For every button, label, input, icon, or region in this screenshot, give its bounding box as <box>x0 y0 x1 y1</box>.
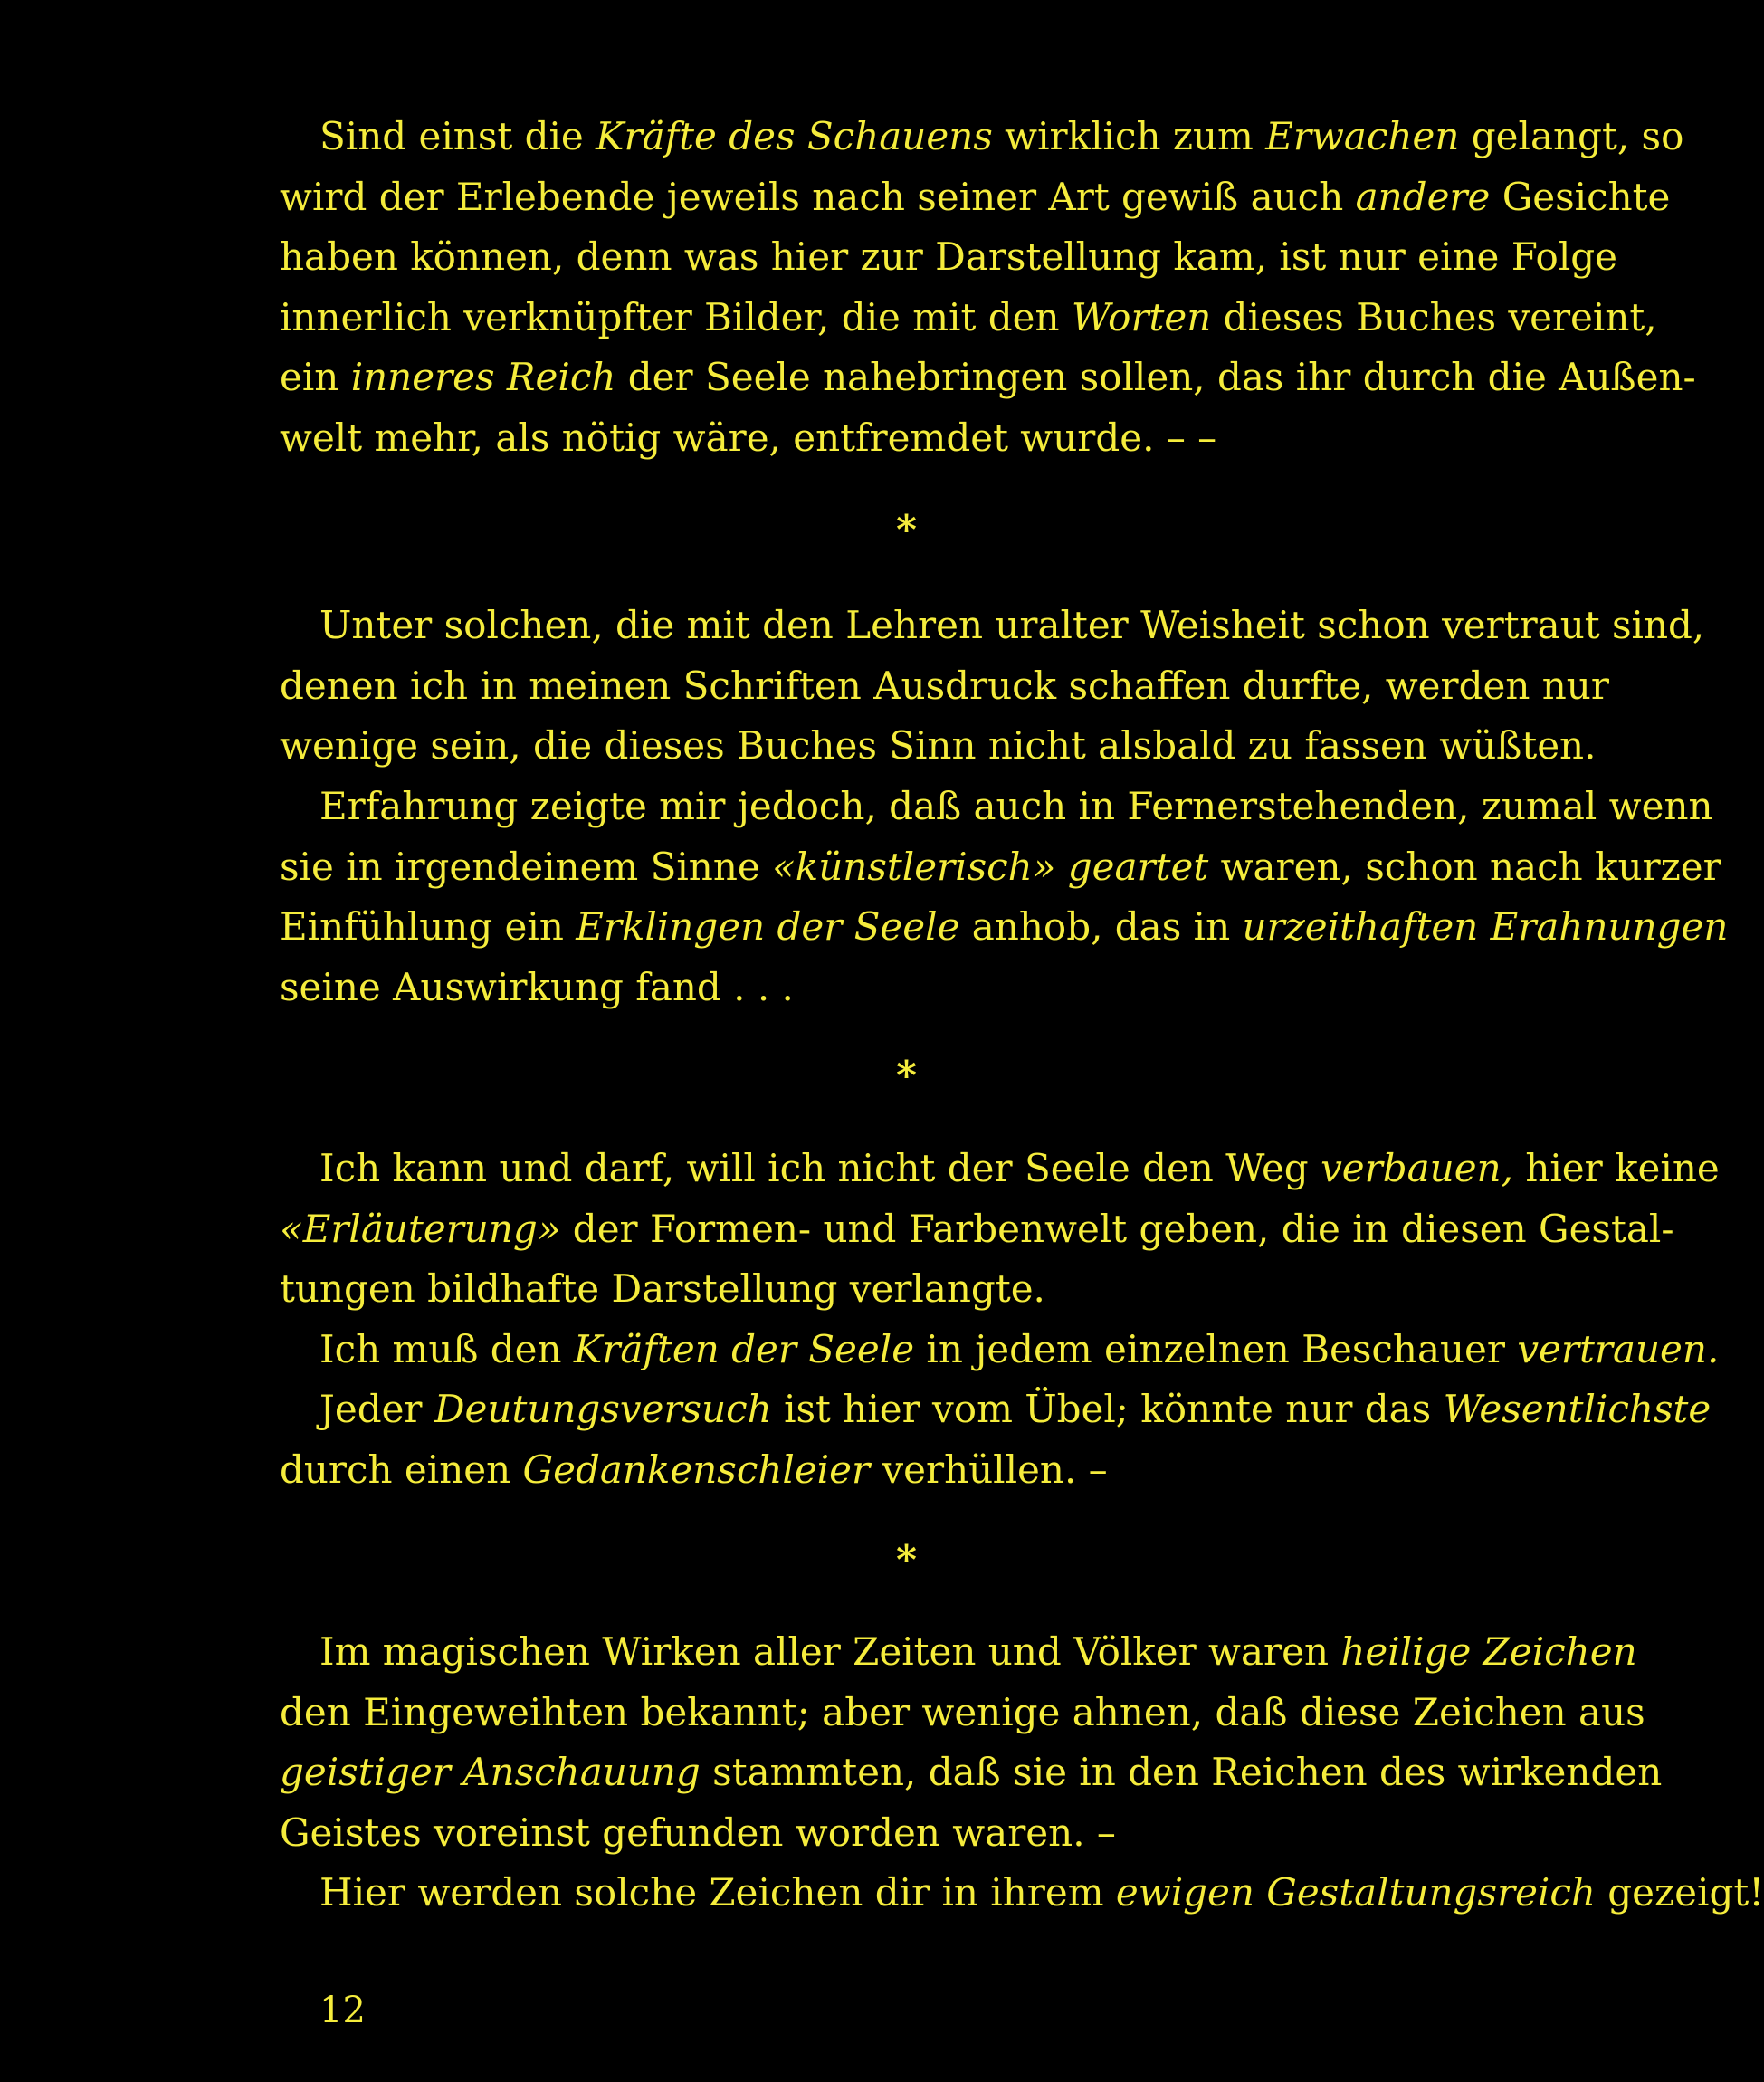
text-line <box>280 1743 1663 1803</box>
emphasized-text: vertrauen. <box>1517 1327 1720 1371</box>
text-run: waren, schon nach kurzer <box>1208 844 1721 889</box>
emphasized-text: Gedankenschleier <box>522 1447 871 1492</box>
text-line <box>280 1683 1645 1743</box>
text-line <box>280 596 1705 656</box>
text-run: Jeder <box>319 1387 434 1431</box>
separator-star-3: * <box>895 1537 917 1583</box>
emphasized-text: Erwachen <box>1265 114 1460 158</box>
text-run: Ich kann und darf, will ich nicht der Seele den Weg <box>319 1146 1321 1190</box>
text-run: gelangt, so <box>1459 114 1684 158</box>
text-run: Hier werden solche Zeichen dir in ihrem <box>319 1870 1116 1915</box>
text-line <box>280 837 1721 898</box>
page-number: 12 <box>319 1990 366 2031</box>
book-page <box>280 0 1764 2082</box>
paragraph-2 <box>280 596 1705 777</box>
text-line <box>280 288 1657 349</box>
emphasized-text: Deutungsversuch <box>434 1387 772 1431</box>
emphasized-text: heilige Zeichen <box>1340 1629 1637 1674</box>
text-line <box>280 227 1618 288</box>
text-run: in jedem einzelnen Beschauer <box>914 1327 1518 1371</box>
text-run: der Seele nahebringen sollen, das ihr durch die Außen- <box>615 355 1696 399</box>
text-run: Sind einst die <box>319 114 596 158</box>
text-run: wirklich zum <box>992 114 1266 158</box>
text-line <box>280 716 1597 777</box>
text-run: ein <box>280 355 351 399</box>
text-line <box>280 1139 1720 1199</box>
text-run: seine Auswirkung fand . . . <box>280 964 794 1009</box>
text-line <box>280 107 1684 167</box>
text-line <box>280 656 1609 717</box>
text-line <box>280 167 1671 228</box>
emphasized-text: «Erläuterung» <box>280 1206 561 1251</box>
text-line <box>280 1259 1533 1320</box>
paragraph-1 <box>280 107 1696 468</box>
emphasized-text: urzeithaften Erahnungen <box>1242 904 1729 949</box>
text-run: haben können, denn was hier zur Darstellung kam, ist nur eine Folge <box>280 234 1618 279</box>
paragraph-3 <box>280 777 1729 1017</box>
text-run: Einfühlung ein <box>280 904 577 949</box>
text-run: sie in irgendeinem Sinne <box>280 844 773 889</box>
text-run: durch einen <box>280 1447 523 1492</box>
emphasized-text: «künstlerisch» geartet <box>772 844 1209 889</box>
emphasized-text: Kräfte des Schauens <box>596 114 993 158</box>
text-line <box>280 408 1533 469</box>
text-run: Im magischen Wirken aller Zeiten und Völker waren <box>319 1629 1341 1674</box>
text-run: Unter solchen, die mit den Lehren uralter Weisheit schon vertraut sind, <box>319 603 1705 647</box>
emphasized-text: andere <box>1355 174 1491 219</box>
text-run: hier keine <box>1512 1146 1720 1190</box>
emphasized-text: verbauen, <box>1321 1146 1513 1190</box>
text-line <box>280 897 1729 958</box>
text-line <box>280 1380 1712 1440</box>
paragraph-8 <box>280 1863 1764 1924</box>
paragraph-4 <box>280 1139 1720 1320</box>
text-run: gezeigt! <box>1595 1870 1764 1915</box>
text-line <box>280 1199 1674 1260</box>
text-line <box>280 958 1533 1018</box>
paragraph-6 <box>280 1380 1712 1500</box>
emphasized-text: Wesentlichste <box>1443 1387 1712 1431</box>
text-run: verhüllen. – <box>870 1447 1108 1492</box>
text-run: wenige sein, die dieses Buches Sinn nicht alsbald zu fassen wüßten. <box>280 723 1597 768</box>
text-run: Gesichte <box>1490 174 1671 219</box>
text-run: Geistes voreinst gefunden worden waren. – <box>280 1810 1116 1855</box>
emphasized-text: inneres Reich <box>350 355 616 399</box>
text-run: wird der Erlebende jeweils nach seiner Art gewiß auch <box>280 174 1356 219</box>
emphasized-text: Kräften der Seele <box>573 1327 915 1371</box>
text-run: anhob, das in <box>959 904 1243 949</box>
text-line <box>280 1803 1533 1864</box>
paragraph-7 <box>280 1622 1663 1863</box>
text-run: welt mehr, als nötig wäre, entfremdet wurde. – – <box>280 415 1217 460</box>
emphasized-text: Worten <box>1071 294 1212 339</box>
paragraph-5 <box>280 1320 1720 1380</box>
emphasized-text: Erklingen der Seele <box>576 904 960 949</box>
text-run: denen ich in meinen Schriften Ausdruck schaffen durfte, werden nur <box>280 663 1609 708</box>
text-run: stammten, daß sie in den Reichen des wirkenden <box>700 1750 1663 1794</box>
text-run: tungen bildhafte Darstellung verlangte. <box>280 1266 1045 1311</box>
separator-star-1: * <box>895 507 917 553</box>
text-run: Erfahrung zeigte mir jedoch, daß auch in Fernerstehenden, zumal wenn <box>319 784 1713 828</box>
text-line <box>280 1863 1764 1924</box>
text-line <box>280 1320 1720 1380</box>
separator-star-2: * <box>895 1053 917 1099</box>
text-run: Ich muß den <box>319 1327 574 1371</box>
text-run: den Eingeweihten bekannt; aber wenige ahnen, daß diese Zeichen aus <box>280 1689 1645 1734</box>
text-line <box>280 1622 1637 1683</box>
text-line <box>280 1440 1533 1501</box>
text-run: ist hier vom Übel; könnte nur das <box>771 1387 1444 1431</box>
text-line <box>280 348 1696 408</box>
emphasized-text: geistiger Anschauung <box>280 1750 701 1794</box>
text-line <box>280 777 1713 837</box>
text-run: innerlich verknüpfter Bilder, die mit den <box>280 294 1072 339</box>
text-run: dieses Buches vereint, <box>1211 294 1657 339</box>
emphasized-text: ewigen Gestaltungsreich <box>1115 1870 1596 1915</box>
text-run: der Formen- und Farbenwelt geben, die in diesen Gestal- <box>560 1206 1674 1251</box>
